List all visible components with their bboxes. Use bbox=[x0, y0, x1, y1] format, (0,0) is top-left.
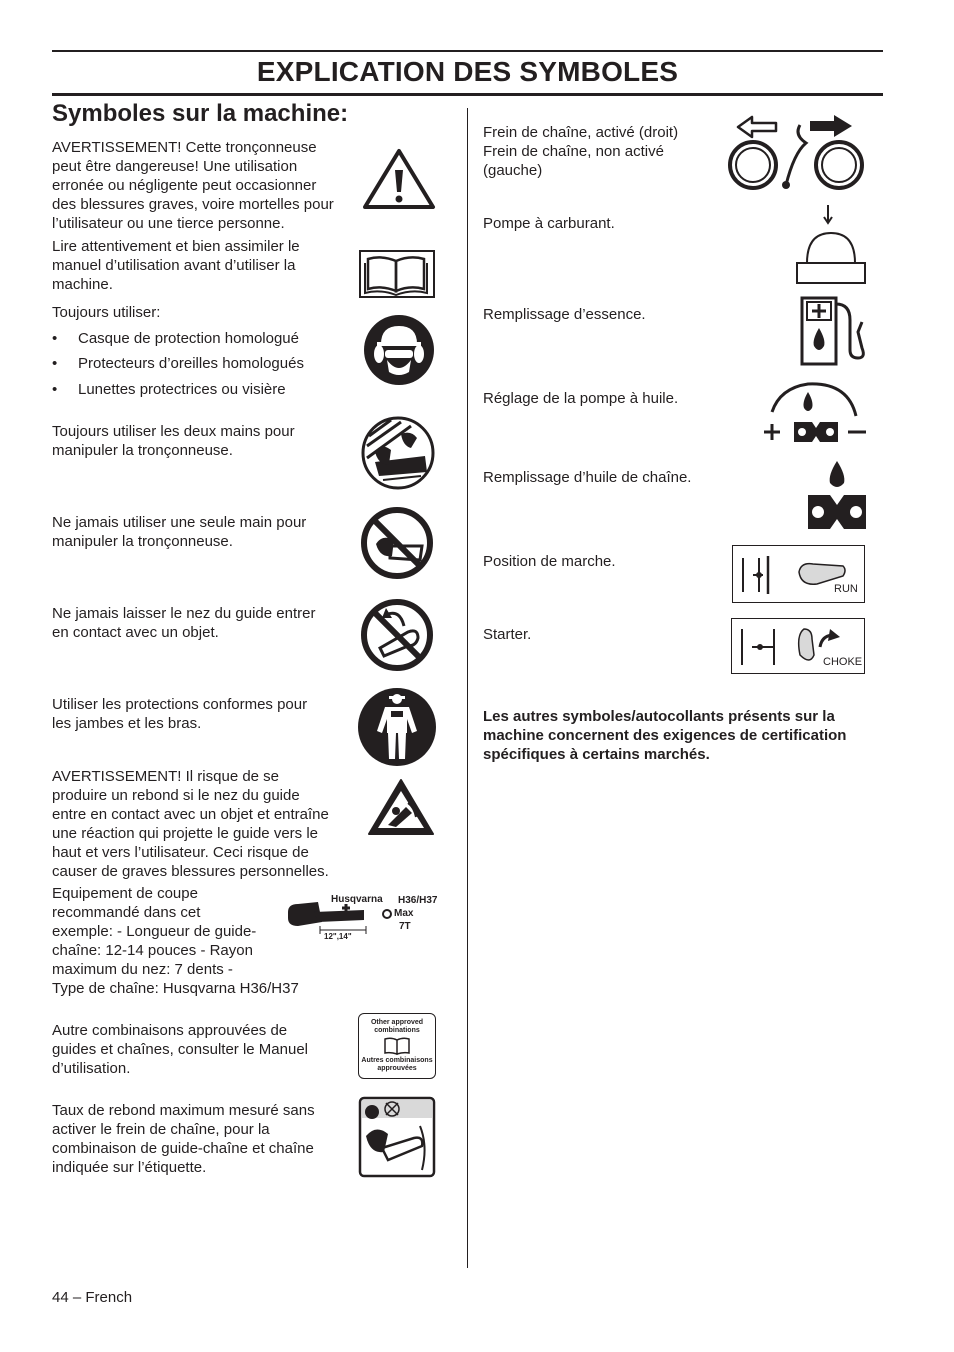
title-underline bbox=[52, 93, 883, 96]
kickback-rate-paragraph: Taux de rebond maximum mesuré sans activer le frein de chaîne, pour la combinaison de guide-chaîne et chaîne indiquée sur l’étiquette. bbox=[52, 1102, 315, 1176]
manual-book-icon bbox=[358, 249, 436, 299]
approved-combinations-icon bbox=[358, 1013, 436, 1079]
chain-oil-refill-icon bbox=[806, 459, 868, 533]
run-label: RUN bbox=[834, 583, 858, 595]
combos-fr-line1: Autres combinaisons bbox=[361, 1057, 433, 1064]
equip-model-label: H36/H37 bbox=[398, 895, 438, 906]
run-position-icon bbox=[732, 545, 865, 603]
no-one-hand-icon bbox=[360, 506, 434, 580]
helmet-ear-eye-protection-icon bbox=[363, 314, 435, 386]
refuel-text: Remplissage d’essence. bbox=[483, 306, 646, 323]
protective-clothing-icon bbox=[357, 687, 437, 767]
bullet-item: • Lunettes protectrices ou visière bbox=[52, 381, 286, 398]
two-hands-icon bbox=[361, 416, 435, 490]
choke-icon bbox=[731, 618, 865, 674]
equip-brand-label: Husqvarna bbox=[331, 894, 383, 905]
kickback-rate-icon bbox=[358, 1096, 436, 1178]
combos-fr-line2: approuvées bbox=[377, 1065, 417, 1072]
choke-label: CHOKE bbox=[823, 656, 863, 668]
nose-contact-paragraph: Ne jamais laisser le nez du guide entrer en contact avec un objet. bbox=[52, 605, 316, 641]
warning-paragraph: AVERTISSEMENT! Cette tronçonneuse peut être dangereuse! Une utilisation erronée ou négligente peut occasionner des blessures graves, voire mortelles pour l’utilisateur ou une tierce personne. bbox=[52, 139, 334, 232]
equip-teeth-label: 7T bbox=[399, 921, 411, 932]
equip-length-label: 12",14" bbox=[324, 932, 352, 941]
top-rule bbox=[52, 50, 883, 52]
bullet-item: • Protecteurs d’oreilles homologués bbox=[52, 355, 304, 372]
two-hands-paragraph: Toujours utiliser les deux mains pour manipuler la tronçonneuse. bbox=[52, 423, 295, 459]
bullet-item: • Casque de protection homologué bbox=[52, 330, 299, 347]
combos-en-line1: Other approved bbox=[370, 1019, 424, 1026]
chain-brake-icon bbox=[722, 113, 868, 193]
warning-triangle-icon bbox=[362, 148, 436, 210]
kickback-warning-paragraph: AVERTISSEMENT! Il risque de se produire un rebond si le nez du guide entre en contact avec un objet et entraîne une réaction qui projette le guide vers le haut et vers l’utilisateur. Ceci risque de causer de graves blessures personnelles. bbox=[52, 768, 329, 880]
run-position-text: Position de marche. bbox=[483, 553, 616, 570]
kickback-warning-icon bbox=[366, 777, 436, 837]
always-use-text: Toujours utiliser: bbox=[52, 304, 161, 321]
chain-oil-text: Remplissage d’huile de chaîne. bbox=[483, 469, 692, 486]
fuel-pump-primer-icon bbox=[795, 203, 867, 285]
protections-paragraph: Utiliser les protections conformes pour les jambes et les bras. bbox=[52, 696, 308, 732]
section-heading: Symboles sur la machine: bbox=[52, 100, 349, 127]
combos-paragraph: Autre combinaisons approuvées de guides et chaînes, consulter le Manuel d’utilisation. bbox=[52, 1022, 308, 1077]
column-divider bbox=[467, 108, 468, 1268]
certification-note: Les autres symboles/autocollants présents sur la machine concernent des exigences de certification spécifiques à certains marchés. bbox=[483, 708, 847, 763]
equip-max-label: Max bbox=[394, 908, 414, 919]
oil-pump-text: Réglage de la pompe à huile. bbox=[483, 390, 679, 407]
oil-pump-adjust-icon bbox=[760, 378, 870, 444]
fuel-pump-text: Pompe à carburant. bbox=[483, 215, 615, 232]
page-title: EXPLICATION DES SYMBOLES bbox=[256, 56, 679, 87]
chain-brake-paragraph: Frein de chaîne, activé (droit) Frein de chaîne, non activé (gauche) bbox=[483, 124, 679, 179]
read-manual-paragraph: Lire attentivement et bien assimiler le manuel d’utilisation avant d’utiliser la machine. bbox=[52, 238, 300, 293]
combos-en-line2: combinations bbox=[374, 1027, 420, 1034]
starter-text: Starter. bbox=[483, 626, 532, 643]
fuel-refill-icon bbox=[800, 292, 868, 366]
one-hand-paragraph: Ne jamais utiliser une seule main pour manipuler la tronçonneuse. bbox=[52, 514, 307, 550]
equipment-paragraph: Equipement de coupe recommandé dans cet exemple: - Longueur de guide- chaîne: 12-14 pouces - Rayon maximum du nez: 7 dents - Type de chaîne: Husqvarna H36/H37 bbox=[52, 885, 299, 997]
book-icon bbox=[383, 1036, 411, 1056]
page-footer: 44 – French bbox=[52, 1289, 133, 1306]
no-nose-contact-icon bbox=[360, 598, 434, 672]
